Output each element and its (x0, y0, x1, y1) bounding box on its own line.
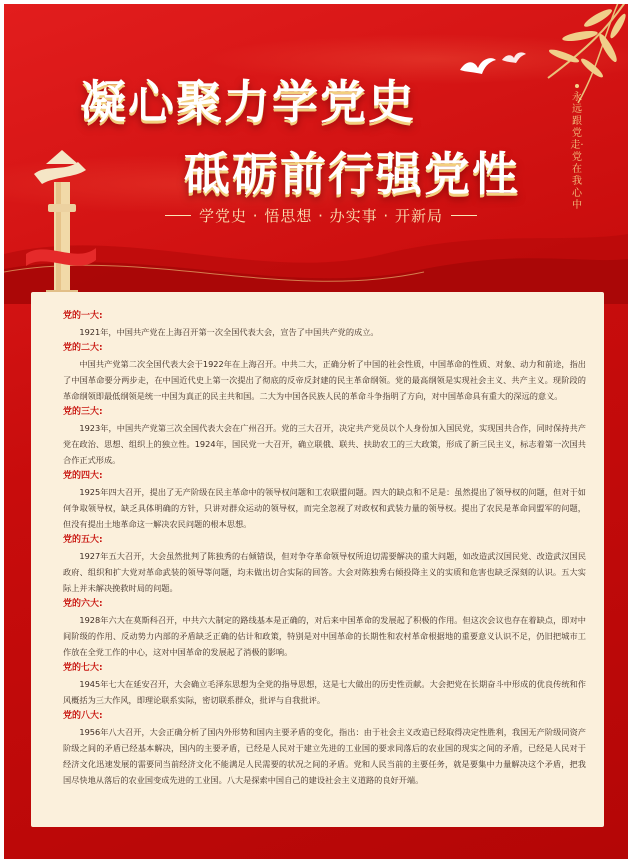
slogan (136, 204, 506, 226)
section-body: 中国共产党第二次全国代表大会于1922年在上海召开。中共二大，正确分析了中国的社会性质，中国革命的性质、对象、动力和前途，指出了中国革命要分两步走，在中国近代史上第一次提出了彻底的反帝反封建的民主革命纲领。党的最高纲领是实现社会主义、共产主义。现阶段的革命纲领即最低纲领是统一中国为真正的民主共和国。二大为中国各民族人民的革命斗争指明了方向，对中国革命具有重大的深远的意义。 (63, 359, 586, 401)
slogan-divider (451, 215, 477, 216)
title-line-2: 砥砺前行强党性 (184, 147, 520, 201)
section-body: 1945年七大在延安召开，大会确立毛泽东思想为全党的指导思想，这是七大做出的历史性贡献。大会把党在长期奋斗中形成的优良传统和作风概括为三大作风，即理论联系实际，密切联系群众，批评与自我批评。 (63, 679, 586, 705)
section-heading: 党的五大: (63, 535, 103, 545)
section-heading: 党的四大: (63, 471, 103, 481)
vertical-slogan: 永远跟党走·党在我心中 (570, 92, 584, 211)
vertical-dot (575, 84, 579, 88)
section-list (63, 308, 586, 788)
section-body: 1921年，中国共产党在上海召开第一次全国代表大会，宣告了中国共产党的成立。 (79, 327, 379, 337)
section-body: 1956年八大召开，大会正确分析了国内外形势和国内主要矛盾的变化，指出：由于社会主义改造已经取得决定性胜利，我国无产阶级同资产阶级之间的矛盾已经基本解决，国内的主要矛盾，已经是人民对于建立先进的工业国的要求同落后的农业国的现实之间的矛盾，已经是人民对于经济文化迅速发展的需要同当前经济文化不能满足人民需要的状况之间的矛盾。党和人民当前的主要任务，就是要集中力量解决这个矛盾，把我国尽快地从落后的农业国变成先进的工业国。八大是探索中国自己的建设社会主义道路的良好开端。 (63, 727, 586, 785)
slogan-text: 学党史 · 悟思想 · 办实事 · 开新局 (199, 206, 443, 225)
slogan-divider (165, 215, 191, 216)
dove-icon (452, 46, 532, 86)
section-heading: 党的一大: (63, 311, 103, 321)
huabiao-pillar-icon (26, 144, 96, 304)
section-heading: 党的八大: (63, 711, 103, 721)
section-body: 1927年五大召开，大会虽然批判了陈独秀的右倾错误，但对争夺革命领导权所迫切需要解决的重大问题，如改造武汉国民党、改造武汉国民政府、组织和扩大党对革命武装的领导等问题，均未做出切合实际的回答。大会对陈独秀右倾投降主义的实质和危害也缺乏深刻的认识。五大实际上并未解决挽救时局的问题。 (63, 551, 586, 593)
content-card (31, 292, 604, 827)
section-heading: 党的六大: (63, 599, 103, 609)
section-heading: 党的七大: (63, 663, 103, 673)
poster (4, 4, 628, 859)
section-body: 1923年，中国共产党第三次全国代表大会在广州召开。党的三大召开，决定共产党员以个人身份加入国民党，实现国共合作，同时保持共产党在政治、思想、组织上的独立性。1924年，国民党一大召开，确立联俄、联共、扶助农工的三大政策，形成了新三民主义，标志着第一次国共合作正式形成。 (63, 423, 586, 465)
title-line-1: 凝心聚力学党史 (80, 75, 416, 129)
section-body: 1925年四大召开，提出了无产阶级在民主革命中的领导权问题和工农联盟问题。四大的缺点和不足是：虽然提出了领导权的问题，但对于如何争取领导权，缺乏具体明确的方针，只讲对群众运动的领导权，而完全忽视了对政权和武装力量的领导权。提出了农民是革命同盟军的问题，但没有提出土地革命这一解决农民问题的根本思想。 (63, 487, 586, 529)
section-body: 1928年六大在莫斯科召开，中共六大制定的路线基本是正确的，对后来中国革命的发展起了积极的作用。但这次会议也存在着缺点，即对中间阶级的作用、反动势力内部的矛盾缺乏正确的估计和政策，特别是对中国革命的长期性和农村革命根据地的重要意义认识不足，仍旧把城市工作放在全党工作的中心，这对中国革命的发展起了消极的影响。 (63, 615, 586, 657)
section-heading: 党的三大: (63, 407, 103, 417)
section-heading: 党的二大: (63, 343, 103, 353)
ribbon-wave (4, 214, 628, 304)
